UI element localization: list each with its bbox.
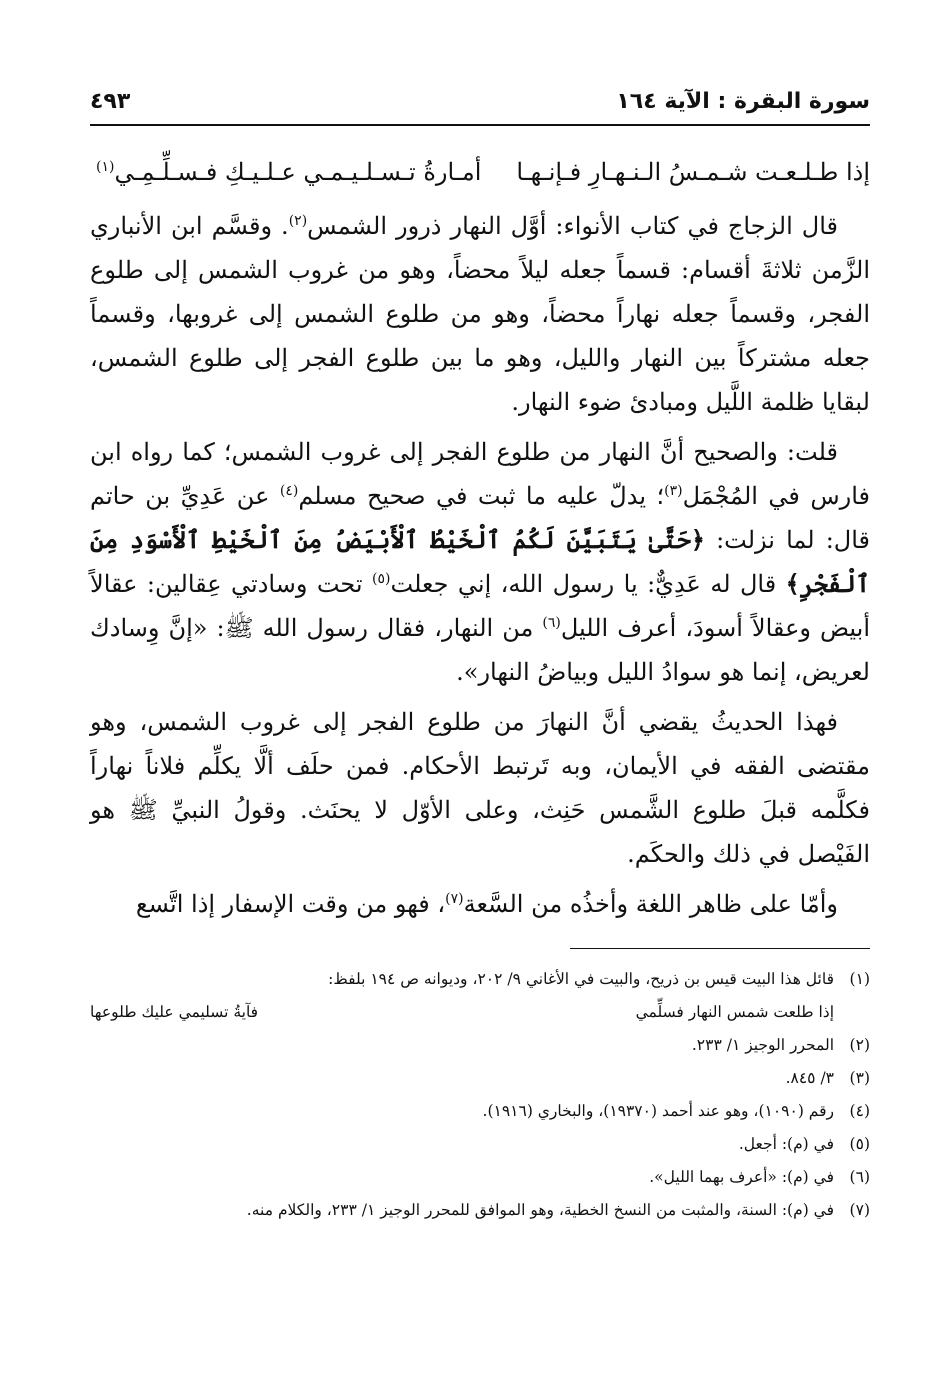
verse-hemistich-2: أمـارةُ تـسـلـيـمـي عـلـيـكِ فـسـلِّـمِـي$^{(١)}$ xyxy=(96,158,482,186)
footnote-item xyxy=(90,963,870,996)
footnote-ref[interactable]: (٤) xyxy=(279,483,299,499)
footnote-item xyxy=(90,1161,870,1194)
footnote-ref[interactable]: (٣) xyxy=(664,483,683,499)
footnote-item xyxy=(90,1194,870,1227)
header-divider xyxy=(90,124,870,126)
footnote-item xyxy=(90,1095,870,1128)
footnote-number: (٣) xyxy=(849,1069,870,1087)
footnote-ref[interactable]: (٥) xyxy=(372,571,391,587)
paragraph-zajjaj: قال الزجاج في كتاب الأنواء: أوَّل النهار ذرور الشمس$^{(٢)}$. وقسَّم ابن الأنباري الزَّمن ثلاثةَ أقسام: قسماً جعله ليلاً محضاً، وهو من غروب الشمس إلى طلوع الفجر، وقسماً جعله نهاراً محضاً، وهو من طلوع الشمس إلى غروبها، وقسماً جعله مشتركاً بين النهار والليل، وهو ما بين طلوع الفجر إلى طلوع الشمس، لبقايا ظلمة اللَّيل ومبادئ ضوء النهار. xyxy=(90,212,870,416)
footnote-verse xyxy=(90,996,870,1029)
footnote-number: (٢) xyxy=(849,1036,870,1054)
footnote-text: في (م): أجعل. xyxy=(738,1135,834,1153)
page-header xyxy=(90,88,870,122)
running-title: سورة البقرة : الآية ١٦٤ xyxy=(616,89,870,114)
verse-hemistich-1: إذا طـلـعـت شـمـسُ الـنـهـارِ فـإنـهـا xyxy=(516,158,870,186)
footnote-text: في (م): السنة، والمثبت من النسخ الخطية، وهو الموافق للمحرر الوجيز ١/ ٢٣٣، والكلام منه. xyxy=(246,1201,834,1219)
footnote-item xyxy=(90,1062,870,1095)
page-number: ٤٩٣ xyxy=(90,89,131,114)
footnote-verse-1: إذا طلعت شمس النهار فسلِّمي xyxy=(635,1003,834,1021)
footnote-ref[interactable]: (١) xyxy=(96,159,115,175)
footnote-divider xyxy=(570,948,870,949)
footnote-number: (١) xyxy=(849,970,870,988)
footnote-number: (٥) xyxy=(849,1135,870,1153)
poetry-verse xyxy=(90,154,870,190)
footnote-ref[interactable]: (٦) xyxy=(542,615,561,631)
paragraph-fiqh: فهذا الحديثُ يقضي أنَّ النهارَ من طلوع الفجر إلى غروب الشمس، وهو مقتضى الفقه في الأيمان، وبه تَرتبط الأحكام. فمن حلَف ألَّا يكلِّم فلاناً نهاراً فكلَّمه قبلَ طلوع الشَّمس حَنِث، وعلى الأوّل لا يحنَث. وقولُ النبيِّ ﷺ هو الفَيْصل في ذلك والحكَم. xyxy=(90,708,870,868)
footnote-text: في (م): «أعرف بهما الليل». xyxy=(649,1168,834,1186)
footnote-ref[interactable]: (٧) xyxy=(445,891,464,907)
footnote-number: (٦) xyxy=(849,1168,870,1186)
footnotes xyxy=(90,963,870,1227)
footnote-ref[interactable]: (٢) xyxy=(288,213,308,229)
footnote-item xyxy=(90,1029,870,1062)
footnote-text: رقم (١٠٩٠)، وهو عند أحمد (١٩٣٧٠)، والبخاري (١٩١٦). xyxy=(482,1102,834,1120)
quran-quote: ﴿حَتَّىٰ يَتَبَيَّنَ لَكُمُ ٱلْخَيْطُ ٱلْأَبْيَضُ مِنَ ٱلْخَيْطِ ٱلْأَسْوَدِ مِنَ ٱلْفَجْرِ﴾ xyxy=(90,525,870,598)
paragraph-hadith-adi: قلت: والصحيح أنَّ النهار من طلوع الفجر إلى غروب الشمس؛ كما رواه ابن فارس في المُجْمَل$^{(٣)}$؛ يدلّ عليه ما ثبت في صحيح مسلم$^{(٤)}$ عن عَدِيِّ بن حاتم قال: لما نزلت: ﴿حَتَّىٰ يَتَبَيَّنَ لَكُمُ ٱلْخَيْطُ ٱلْأَبْيَضُ مِنَ ٱلْخَيْطِ ٱلْأَسْوَدِ مِنَ ٱلْفَجْرِ﴾ قال له عَدِيٌّ: يا رسول الله، إني جعلت$^{(٥)}$ تحت وسادتي عِقالين: عقالاً أبيض وعقالاً أسودَ، أعرف الليل$^{(٦)}$ من النهار، فقال رسول الله ﷺ: «إنَّ وِسادك لعريض، إنما هو سوادُ الليل وبياضُ النهار». xyxy=(90,438,871,686)
book-page xyxy=(90,88,870,1227)
footnote-text: قائل هذا البيت قيس بن ذريح، والبيت في الأغاني ٩/ ٢٠٢، وديوانه ص ١٩٤ بلفظ: xyxy=(328,970,834,988)
footnote-text: المحرر الوجيز ١/ ٢٣٣. xyxy=(691,1036,834,1054)
footnote-number: (٤) xyxy=(849,1102,870,1120)
footnote-number: (٧) xyxy=(849,1201,870,1219)
footnote-verse-2: فآيةُ تسليمي عليك طلوعها xyxy=(90,1003,259,1021)
paragraph-language: وأمّا على ظاهر اللغة وأخذُه من السَّعة$^{(٧)}$، فهو من وقت الإسفار إذا اتَّسع xyxy=(135,890,838,918)
footnote-text: ٣/ ٨٤٥. xyxy=(785,1069,834,1087)
footnote-item xyxy=(90,1128,870,1161)
